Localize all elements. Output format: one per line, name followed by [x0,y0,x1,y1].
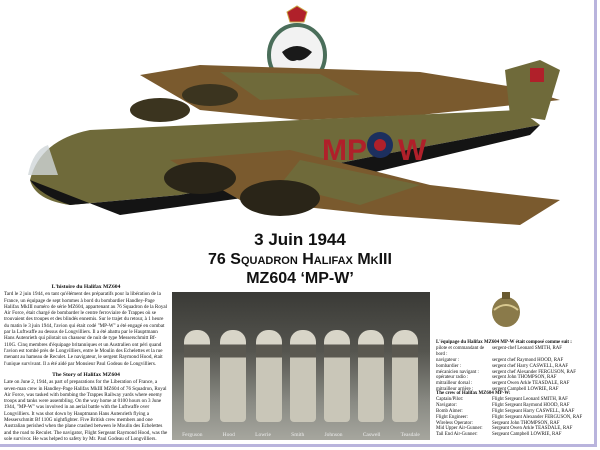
crew-row: Captain/Pilot: Flight Sergeant Leonard SMITH, RAF [436,396,568,402]
crew-row: Mid Upper Air-Gunner: Sergeant Owen Arkle TEASDALE, RAF [436,426,573,432]
crew-french-heading: L'équipage du Halifax MZ604 MP-W était composé comme suit : [436,340,572,345]
crew-row: navigateur : sergent chef Raymond HOOD, RAF [436,357,564,363]
crew-row: Flight Engineer: Flight Sergeant Alexander FERGUSON, RAF [436,414,583,420]
story-english-heading: The Story of Halifax MZ604 [52,372,120,378]
story-french-body: Tard le 2 juin 1944, en tant qu'élément des préparatifs pour la libération de la France, un équipage de sept hommes à bord du bombardier Handley-Page Halifax MkIII numéro de série MZ604, appartenant au 76 Squadron de la Royal Air Force, était chargé de bombarder le centre ferroviaire de Trappes où se trouvaient des troupes et des blindés ennemis. Sur le trajet du retour, à 1 heure du matin le 3 juin 1944, l'avion qui était codé "MP-W" a été engagé en combat par la Luftwaffe au dessus de Longvilliers. Il a été abattu par le Hauptmann Hans Autenrieth qui pilotait un chasseur de nuit de type Messerschmitt Bf-110G. Cinq membres d'équipage britanniques et un Australien ont péri quand l'avion est tombé près de Longvilliers, entre le Moulin des Echelettes et la rue menant au hameau de Reculet. Le navigateur, le sergent Raymond Hood, était l'unique survivant. Il a été aidé par Monsieur Paul Godeau de Longvilliers. [4,291,168,367]
fin-flash [530,68,544,82]
crew-row: Bomb Aimer: Flight Sergeant Harry CASWELL, RAAF [436,408,575,414]
crew-row: mitrailleur dorsal : sergent Owen Arkle TEASDALE, RAF [436,381,570,387]
story-french-heading: L'histoire du Halifax MZ604 [51,284,121,290]
raf-insignia-icon [488,290,524,332]
photo-caption: Johnson [324,432,343,438]
photo-captions [172,432,430,438]
aircraft-code-left: MP [322,134,367,167]
crew-row: mécanicien navigant : sergent chef Alexander FERGUSON, RAF [436,369,576,375]
crew-list-english [436,391,596,438]
crew-list-french [436,340,596,393]
photo-caption: Smith [291,432,305,438]
story-french [4,284,168,367]
photo-caption: Caswell [362,432,381,438]
photo-caption: Ferguson [182,432,203,438]
photo-caption: Teasdale [400,432,420,438]
story-english [4,372,168,442]
crew-row: pilote et commandant de bord : sergent-chef Leonard SMITH, RAF [436,345,562,357]
crew-row: Navigator: Flight Sergeant Raymond HOOD, RAF [436,402,570,408]
title-serial: MZ604 ‘MP-W’ [246,270,354,287]
crew-row: Wireless Operator: Sergeant John THOMPSON, RAF [436,420,560,426]
story-english-body: Late on June 2, 1944, as part of preparations for the Liberation of France, a seven-man crew in Handley-Page Halifax MkIII MZ604 of 76 Squadron, Royal Air Force, was tasked with bombing the Trappes Railway yards where enemy troops and tanks were assembling. On the way home at 0100 hours on 3 June 1944, "MP-W" was involved in an aerial battle with the Luftwaffe over Longvilliers. It was shot down by Hauptmann Hans Autenrieth flying a Messerschmitt Bf 110G nightfighter. Five British crew members and one Australian perished when the plane crashed between le Moulin des Echelettes and the road to Reculet. The navigator, Flight Sergeant Raymond Hood, was the sole survivor. He was helped to safety by Mr. Paul Godeau of Longvilliers. [4,379,168,442]
crew-row: bombardier : sergent chef Harry CASWELL, RAAF [436,363,569,369]
crew-row: mitrailleur arrière : sergent Campbell LOWRIE, RAF [436,387,559,393]
title-date: 3 Juin 1944 [254,230,346,249]
crew-row: opérateur radio : sergent John THOMPSON, RAF [436,375,557,381]
crew-row: Tail End Air-Gunner: Sergeant Campbell LOWRIE, RAF [436,432,562,438]
photo-caption: Lowrie [255,432,271,438]
crew-english-heading: The crew of Halifax MZ604 MP-W: [436,391,511,396]
photo-caption: Hood [222,432,235,438]
aircraft-code-right: W [398,134,427,167]
title-squadron: 76 Squadron Halifax MkIII [208,251,392,268]
crew-photo [172,292,430,440]
